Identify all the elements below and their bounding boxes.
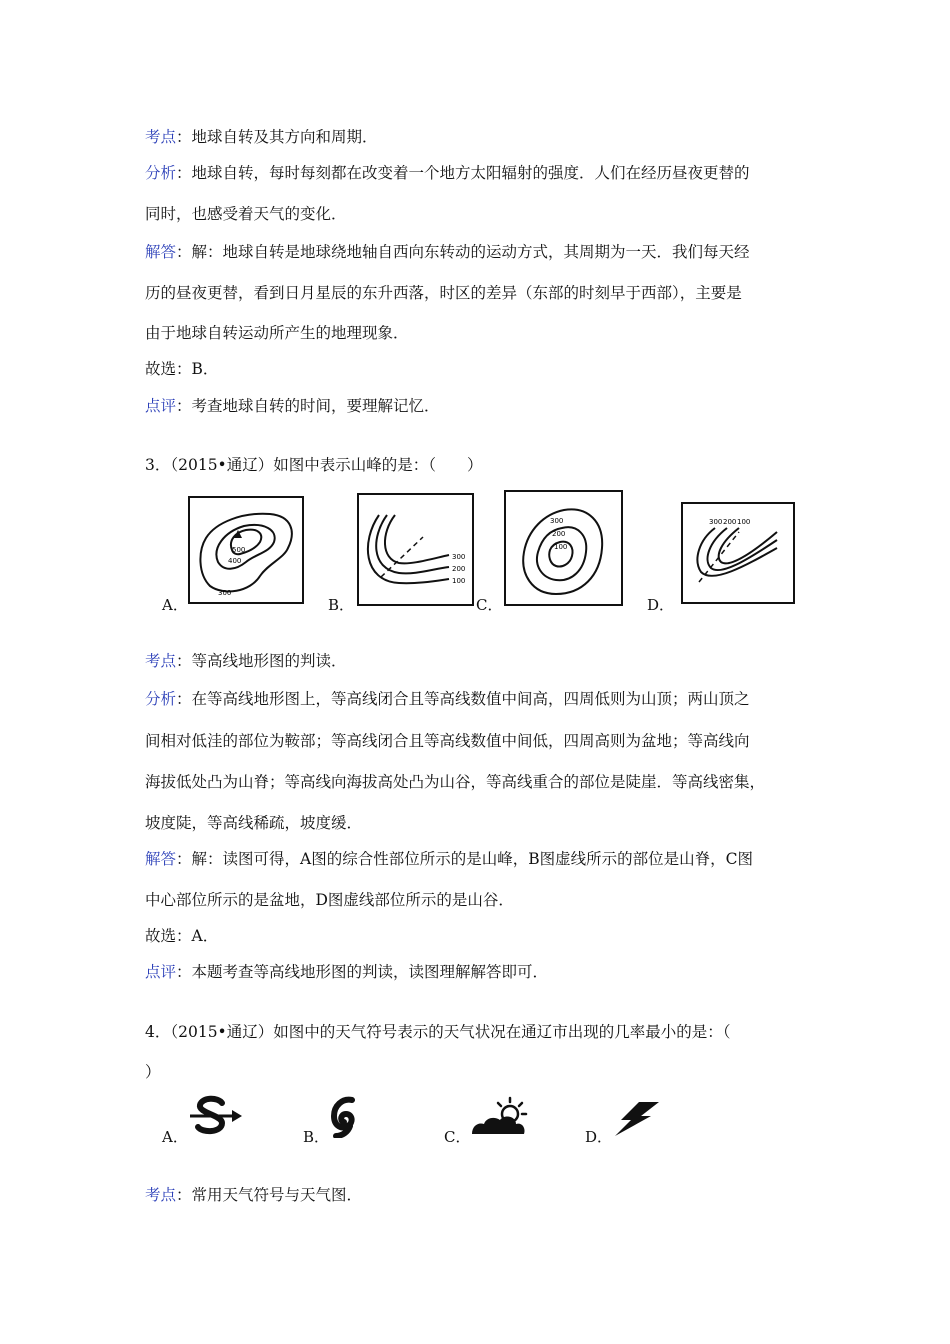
q2-dianping xyxy=(145,396,440,416)
contour-label: 500 xyxy=(232,546,246,554)
q4-question-line-1: 4．（2015•通辽）如图中的天气符号表示的天气状况在通辽市出现的几率最小的是：（ xyxy=(145,1023,731,1041)
contour-figure-d xyxy=(681,502,795,604)
kaodian-text: ：地球自转及其方向和周期． xyxy=(176,128,378,146)
sunny-cloudy-icon xyxy=(470,1096,528,1136)
contour-label: 300 xyxy=(550,517,564,525)
kaodian-text: ：常用天气符号与天气图． xyxy=(176,1186,363,1204)
fenxi-tag: 分析 xyxy=(145,690,177,708)
q3-jieda-line-1 xyxy=(145,849,753,869)
kaodian-text: ：等高线地形图的判读． xyxy=(176,652,347,670)
jieda-tag: 解答 xyxy=(145,243,177,261)
contour-label: 200 xyxy=(723,518,737,526)
q2-jieda-line-1 xyxy=(145,242,750,262)
jieda-tag: 解答 xyxy=(145,850,177,868)
q3-option-c-label: C． xyxy=(476,596,503,614)
sandstorm-icon xyxy=(188,1095,244,1137)
q3-option-b-label: B． xyxy=(328,596,355,614)
contour-label: 100 xyxy=(452,577,466,585)
contour-300 xyxy=(385,515,449,563)
q3-question: 3．（2015•通辽）如图中表示山峰的是：（ ） xyxy=(145,456,483,474)
contour-figure-a xyxy=(188,496,304,604)
q3-fenxi-line-1 xyxy=(145,689,750,709)
contour-figure-b xyxy=(357,493,474,606)
typhoon-icon xyxy=(328,1096,362,1138)
q3-answer: 故选：A． xyxy=(145,927,219,945)
q3-dianping xyxy=(145,962,548,982)
contour-label: 100 xyxy=(737,518,751,526)
q4-option-d-label: D． xyxy=(585,1128,613,1146)
q2-jieda-line-2: 历的昼夜更替，看到日月星辰的东升西落，时区的差异（东部的时刻早于西部），主要是 xyxy=(145,284,742,302)
q2-kaodian xyxy=(145,127,378,147)
q2-answer: 故选：B． xyxy=(145,360,219,378)
q3-fenxi-line-2: 间相对低洼的部位为鞍部；等高线闭合且等高线数值中间低，四周高则为盆地；等高线向 xyxy=(145,732,750,750)
q4-option-b-label: B． xyxy=(303,1128,330,1146)
q3-fenxi-line-4: 坡度陡，等高线稀疏，坡度缓． xyxy=(145,814,363,832)
contour-200 xyxy=(708,528,777,570)
fenxi-text: ：地球自转，每时每刻都在改变着一个地方太阳辐射的强度．人们在经历昼夜更替的 xyxy=(176,164,750,182)
q3-fenxi-line-3: 海拔低处凸为山脊；等高线向海拔高处凸为山谷，等高线重合的部位是陡崖．等高线密集， xyxy=(145,773,766,791)
q4-option-a-label: A． xyxy=(162,1128,188,1146)
q2-jieda-line-3: 由于地球自转运动所产生的地理现象． xyxy=(145,324,409,342)
thunder-icon xyxy=(609,1100,661,1138)
q3-option-a-label: A． xyxy=(162,596,188,614)
dianping-text: ：本题考查等高线地形图的判读，读图理解解答即可． xyxy=(176,963,549,981)
q4-question-line-2: ） xyxy=(145,1063,161,1081)
jieda-text: ：解：读图可得，A图的综合性部位所示的是山峰，B图虚线所示的部位是山脊，C图 xyxy=(176,850,753,868)
ridge-dashed-line xyxy=(381,537,423,577)
kaodian-tag: 考点 xyxy=(145,652,177,670)
contour-label: 100 xyxy=(554,543,568,551)
contour-200 xyxy=(376,515,449,573)
dianping-text: ：考查地球自转的时间，要理解记忆． xyxy=(176,397,440,415)
fenxi-tag: 分析 xyxy=(145,164,177,182)
fenxi-text: ：在等高线地形图上，等高线闭合且等高线数值中间高，四周低则为山顶；两山顶之 xyxy=(176,690,750,708)
q3-kaodian xyxy=(145,651,347,671)
jieda-text: ：解：地球自转是地球绕地轴自西向东转动的运动方式，其周期为一天．我们每天经 xyxy=(176,243,750,261)
contour-label: 400 xyxy=(228,557,242,565)
kaodian-tag: 考点 xyxy=(145,1186,177,1204)
q4-kaodian xyxy=(145,1185,362,1205)
contour-400 xyxy=(216,525,274,569)
kaodian-tag: 考点 xyxy=(145,128,177,146)
contour-label: 300 xyxy=(452,553,466,561)
contour-label: 200 xyxy=(552,530,566,538)
q3-option-d-label: D． xyxy=(647,596,675,614)
figure-frame xyxy=(358,494,473,605)
q3-jieda-line-2: 中心部位所示的是盆地，D图虚线部位所示的是山谷． xyxy=(145,891,514,909)
q2-fenxi-line-2: 同时，也感受着天气的变化． xyxy=(145,205,347,223)
dianping-tag: 点评 xyxy=(145,963,177,981)
contour-label: 200 xyxy=(452,565,466,573)
q4-option-c-label: C． xyxy=(444,1128,471,1146)
contour-label: 300 xyxy=(218,589,232,597)
q2-fenxi-line-1 xyxy=(145,163,750,183)
dianping-tag: 点评 xyxy=(145,397,177,415)
contour-figure-c xyxy=(504,490,623,606)
contour-label: 300 xyxy=(709,518,723,526)
